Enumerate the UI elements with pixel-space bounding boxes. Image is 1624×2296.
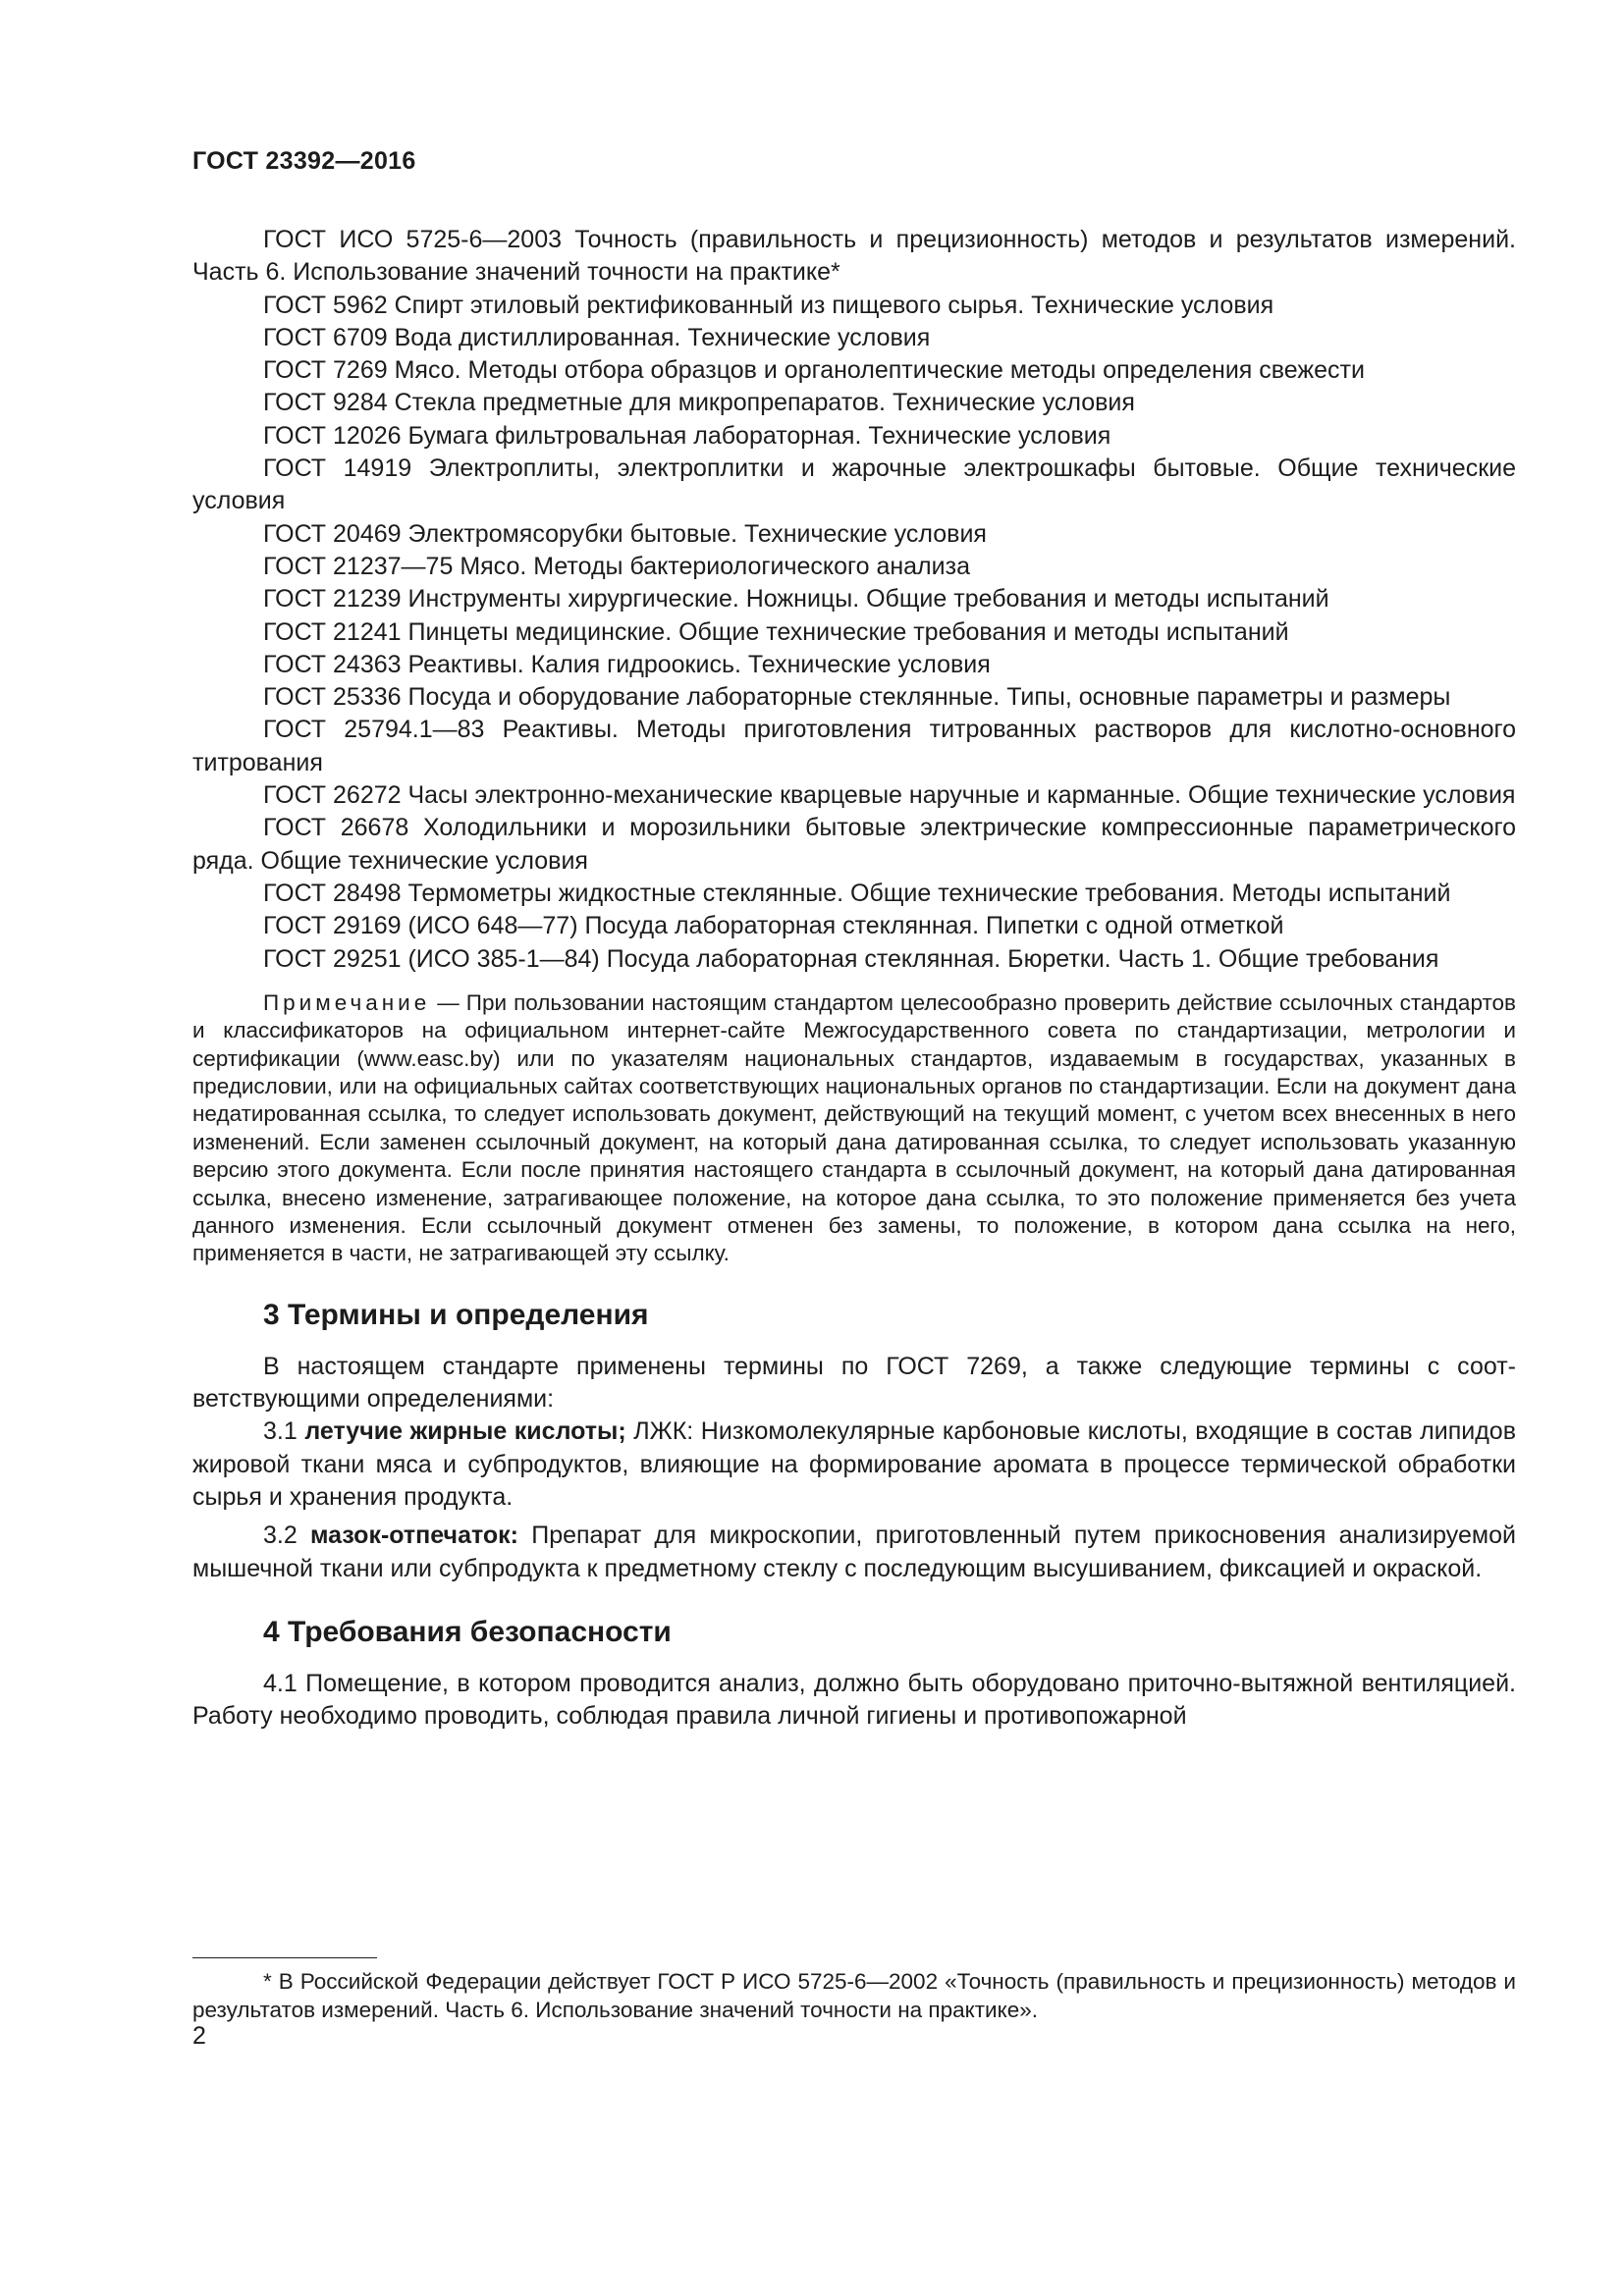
reference-code: ГОСТ 29169 (ИСО 648—77) <box>263 912 578 940</box>
term-name: летучие жирные кислоты; <box>304 1417 626 1446</box>
reference-code: ГОСТ 24363 <box>263 650 402 678</box>
term-name: мазок-отпечаток: <box>310 1522 518 1550</box>
reference-title: Электроплиты, электроплитки и жарочные электрошкафы бытовые. Общие технические условия <box>192 454 1517 515</box>
footnote: * В Российской Федерации действует ГОСТ Р ИСО 5725-6—2002 «Точность (правильность и прецизионность) методов и результатов измерений. Часть 6. Использование значений точности на практике». <box>192 1969 1516 2022</box>
reference-title: Точность (правильность и прецизионность) методов и результатов измерений. Часть 6. Использование значений точности на практике* <box>192 226 1516 287</box>
reference-code: ГОСТ 20469 <box>263 519 402 548</box>
normative-references-list <box>192 224 1516 976</box>
reference-code: ГОСТ 21241 <box>263 617 402 646</box>
reference-code: ГОСТ 6709 <box>263 323 388 351</box>
section-4-heading: 4 Требования безопасности <box>263 1615 672 1648</box>
document-header: ГОСТ 23392—2016 <box>192 147 416 175</box>
section-3-body <box>192 1351 1516 1585</box>
note-text: — При пользовании настоящим стандартом целесообразно проверить действие ссылочных стандартов и классификаторов на официальном интернет-сайте Межгосударственного совета по стандартизации, метрологии и сертификации (www.easc.by) или по указателям национальных стандартов, издаваемым в государствах, указанных в предисловии, или на официальных сайтах соответствующих национальных органов по стандартизации. Если на документ дана недатированная ссылка, то следует использовать документ, действующий на текущий момент, с учетом всех внесенных в него изменений. Если заменен ссылочный документ, на который дана датированная ссылка, то следует использовать указанную версию этого документа. Если после принятия настоящего стандарта в ссылочный документ, на который дана датированная ссылка, внесено изменение, затрагивающее положение, на которое дана ссылка, то это положение применяется без учета данного изменения. Если ссылочный документ отменен без замены, то положение, в котором дана ссылка на него, применяется в части, не затрагивающей эту ссылку. <box>192 989 1516 1266</box>
reference-item <box>192 812 1516 878</box>
term-definition <box>192 1520 1516 1585</box>
reference-item <box>192 779 1516 812</box>
reference-item <box>192 551 1516 583</box>
term-text: Препарат для микроскопии, приготовленный путем прикосновения анализируемой мышечной ткани или субпродукта к предметному стеклу с последующим высушиванием, фиксацией и окраской. <box>192 1522 1516 1582</box>
reference-item <box>192 420 1516 453</box>
reference-item <box>192 453 1516 518</box>
term-text: Низкомолекулярные карбоновые кислоты, входящие в состав липидов жировой ткани мяса и субпродуктов, влияющие на формирование аромата в процессе термической обработки сырья и хранения продукта. <box>192 1417 1516 1512</box>
term-number: 3.2 <box>263 1522 298 1550</box>
reference-item <box>192 878 1516 910</box>
reference-code: ГОСТ ИСО 5725-6—2003 <box>263 226 562 253</box>
reference-code: ГОСТ 29251 (ИСО 385-1—84) <box>263 944 600 973</box>
reference-item <box>192 518 1516 551</box>
note-label: Примечание <box>263 989 431 1015</box>
reference-item <box>192 224 1516 290</box>
reference-code: ГОСТ 12026 <box>263 421 402 450</box>
reference-item <box>192 354 1516 387</box>
reference-title: Спирт этиловый ректификованный из пищевого сырья. Технические условия <box>394 291 1274 319</box>
section-3-intro: В настоящем стандарте применены термины по ГОСТ 7269, а также следующие термины с соответствующими определениями: <box>192 1352 1516 1414</box>
reference-code: ГОСТ 26272 <box>263 781 402 810</box>
reference-title: Вода дистиллированная. Технические условия <box>394 323 931 351</box>
reference-item <box>192 649 1516 681</box>
note-paragraph <box>192 989 1516 1268</box>
reference-title: Посуда лабораторная стеклянная. Пипетки с одной отметкой <box>584 912 1284 940</box>
term-definition <box>192 1415 1516 1514</box>
reference-title: Реактивы. Калия гидроокись. Технические условия <box>407 650 991 678</box>
reference-title: Реактивы. Методы приготовления титрованных растворов для кислотно-основного титрования <box>192 716 1517 776</box>
reference-title: Мясо. Методы бактериологического анализа <box>460 552 970 580</box>
reference-title: Пинцеты медицинские. Общие технические требования и методы испытаний <box>407 617 1289 646</box>
reference-code: ГОСТ 21239 <box>263 585 402 614</box>
term-number: 3.1 <box>263 1417 298 1446</box>
term-abbreviation: ЛЖК: <box>633 1417 694 1446</box>
reference-code: ГОСТ 5962 <box>263 291 388 319</box>
reference-title: Мясо. Методы отбора образцов и органолептические методы определения свежести <box>394 356 1365 385</box>
reference-title: Посуда лабораторная стеклянная. Бюретки. Часть 1. Общие требования <box>606 944 1439 973</box>
reference-code: ГОСТ 9284 <box>263 389 388 417</box>
reference-title: Бумага фильтровальная лабораторная. Технические условия <box>407 421 1111 450</box>
section-4-paragraph: 4.1 Помещение, в котором проводится анализ, должно быть оборудовано приточно-вытяжной вентиляцией. Работу необходимо проводить, соблюдая правила личной гигиены и противопожарной <box>192 1669 1516 1731</box>
section-4-body <box>192 1668 1516 1734</box>
reference-item <box>192 322 1516 354</box>
reference-title: Инструменты хирургические. Ножницы. Общие требования и методы испытаний <box>407 585 1329 614</box>
reference-item <box>192 290 1516 322</box>
reference-code: ГОСТ 25794.1—83 <box>263 716 485 744</box>
reference-title: Холодильники и морозильники бытовые электрические компрессионные параметрического ряда. Общие технические условия <box>192 814 1516 875</box>
reference-title: Стекла предметные для микропрепаратов. Технические условия <box>394 389 1135 417</box>
reference-item <box>192 681 1516 714</box>
reference-title: Часы электронно-механические кварцевые наручные и карманные. Общие технические условия <box>407 781 1516 810</box>
reference-item <box>192 583 1516 615</box>
reference-item <box>192 714 1516 779</box>
reference-item <box>192 910 1516 942</box>
reference-code: ГОСТ 25336 <box>263 683 402 712</box>
reference-title: Посуда и оборудование лабораторные стеклянные. Типы, основные параметры и размеры <box>407 683 1451 712</box>
reference-code: ГОСТ 21237—75 <box>263 552 454 580</box>
reference-title: Термометры жидкостные стеклянные. Общие технические требования. Методы испытаний <box>407 879 1451 907</box>
reference-item <box>192 387 1516 419</box>
reference-title: Электромясорубки бытовые. Технические условия <box>407 519 987 548</box>
reference-code: ГОСТ 26678 <box>263 814 409 842</box>
reference-code: ГОСТ 28498 <box>263 879 402 907</box>
page-number: 2 <box>192 2022 206 2050</box>
footnote-separator <box>192 1957 377 1958</box>
reference-item <box>192 616 1516 649</box>
reference-code: ГОСТ 14919 <box>263 454 412 483</box>
reference-item <box>192 943 1516 976</box>
page-content <box>192 224 1516 1734</box>
section-3-heading: 3 Термины и определения <box>263 1298 649 1331</box>
reference-code: ГОСТ 7269 <box>263 356 388 385</box>
